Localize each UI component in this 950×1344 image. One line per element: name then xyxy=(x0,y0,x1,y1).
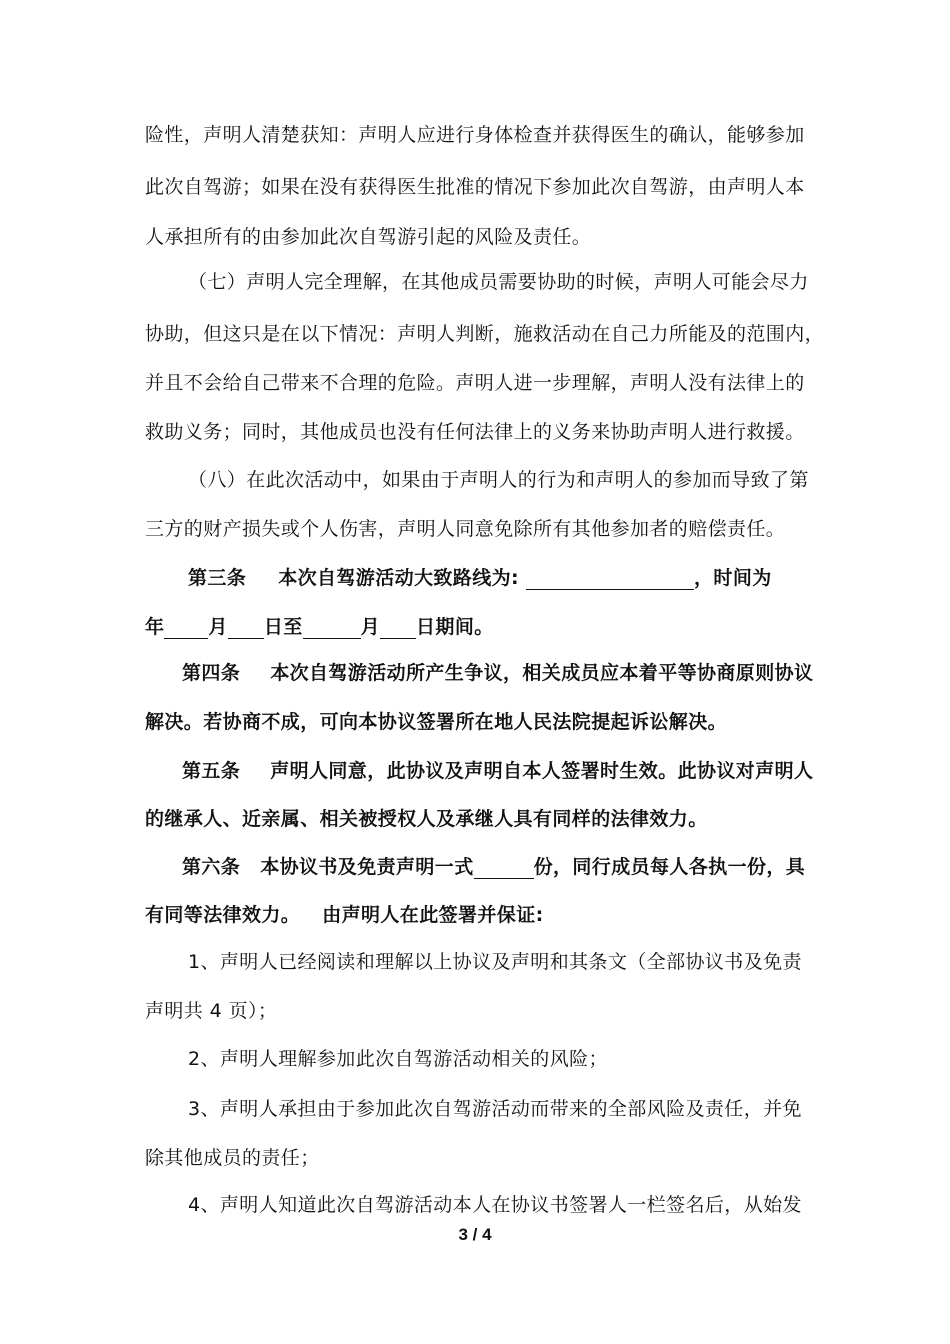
article-3-number: 第三条 xyxy=(188,567,247,589)
day-to-label: 日至 xyxy=(263,616,303,638)
page-number: 3 / 4 xyxy=(458,1225,492,1244)
article-5-line xyxy=(182,759,812,783)
paragraph-line: 三方的财产损失或个人伤害，声明人同意免除所有其他参加者的赔偿责任。 xyxy=(145,518,786,540)
end-month-blank xyxy=(303,618,361,639)
article-6-text-3: 有同等法律效力。 xyxy=(145,904,301,926)
day-blank xyxy=(228,618,264,639)
list-item: 3、声明人承担由于参加此次自驾游活动而带来的全部风险及责任，并免 xyxy=(188,1098,802,1120)
paragraph-line: 人承担所有的由参加此次自驾游引起的风险及责任。 xyxy=(145,226,592,248)
paragraph-line: （七）声明人完全理解，在其他成员需要协助的时候，声明人可能会尽力 xyxy=(188,271,809,293)
article-6-number: 第六条 xyxy=(182,856,241,878)
paragraph-line: 协助，但这只是在以下情况：声明人判断，施救活动在自己力所能及的范围内， xyxy=(145,323,825,345)
article-6-line xyxy=(145,903,810,927)
end-day-label: 日期间。 xyxy=(416,616,494,638)
month-blank xyxy=(164,618,208,639)
month-label: 月 xyxy=(208,616,228,638)
article-4-text: 本次自驾游活动所产生争议，相关成员应本着平等协商原则协议 xyxy=(270,662,814,684)
article-4-number: 第四条 xyxy=(182,662,241,684)
paragraph-line: 救助义务；同时，其他成员也没有任何法律上的义务来协助声明人进行救援。 xyxy=(145,421,805,443)
paragraph-line: 并且不会给自己带来不合理的危险。声明人进一步理解，声明人没有法律上的 xyxy=(145,372,805,394)
list-item: 除其他成员的责任； xyxy=(145,1147,320,1169)
article-5-line: 的继承人、近亲属、相关被授权人及承继人具有同样的法律效力。 xyxy=(145,808,708,830)
article-6-text: 本协议书及免责声明一式 xyxy=(260,856,474,878)
article-3-date-line xyxy=(145,615,810,639)
list-item: 1、声明人已经阅读和理解以上协议及声明和其条文（全部协议书及免责 xyxy=(188,951,802,973)
article-6-text-2: 份，同行成员每人各执一份，具 xyxy=(533,856,806,878)
year-label: 年 xyxy=(145,616,165,638)
article-4-line: 解决。若协商不成，可向本协议签署所在地人民法院提起诉讼解决。 xyxy=(145,711,728,733)
article-5-text: 声明人同意，此协议及声明自本人签署时生效。此协议对声明人 xyxy=(270,760,814,782)
list-item: 2、声明人理解参加此次自驾游活动相关的风险； xyxy=(188,1048,608,1070)
list-item: 4、声明人知道此次自驾游活动本人在协议书签署人一栏签名后，从始发 xyxy=(188,1194,802,1216)
end-day-blank xyxy=(380,618,416,639)
article-3-line xyxy=(188,566,813,590)
article-6-line xyxy=(182,855,812,879)
route-blank xyxy=(526,569,694,590)
paragraph-line: 此次自驾游；如果在没有获得医生批准的情况下参加此次自驾游，由声明人本 xyxy=(145,176,805,198)
article-3-time-label: ，时间为 xyxy=(694,567,772,589)
copies-blank xyxy=(474,858,534,879)
article-3-text: 本次自驾游活动大致路线为: xyxy=(278,567,520,589)
end-month-label: 月 xyxy=(360,616,381,638)
list-item: 声明共 4 页）； xyxy=(145,1000,278,1022)
paragraph-line: 险性，声明人清楚获知：声明人应进行身体检查并获得医生的确认，能够参加 xyxy=(145,124,805,146)
paragraph-line: （八）在此次活动中，如果由于声明人的行为和声明人的参加而导致了第 xyxy=(188,469,809,491)
article-4-line xyxy=(182,661,812,685)
signature-guarantee-label: 由声明人在此签署并保证: xyxy=(322,904,544,926)
article-5-number: 第五条 xyxy=(182,760,241,782)
